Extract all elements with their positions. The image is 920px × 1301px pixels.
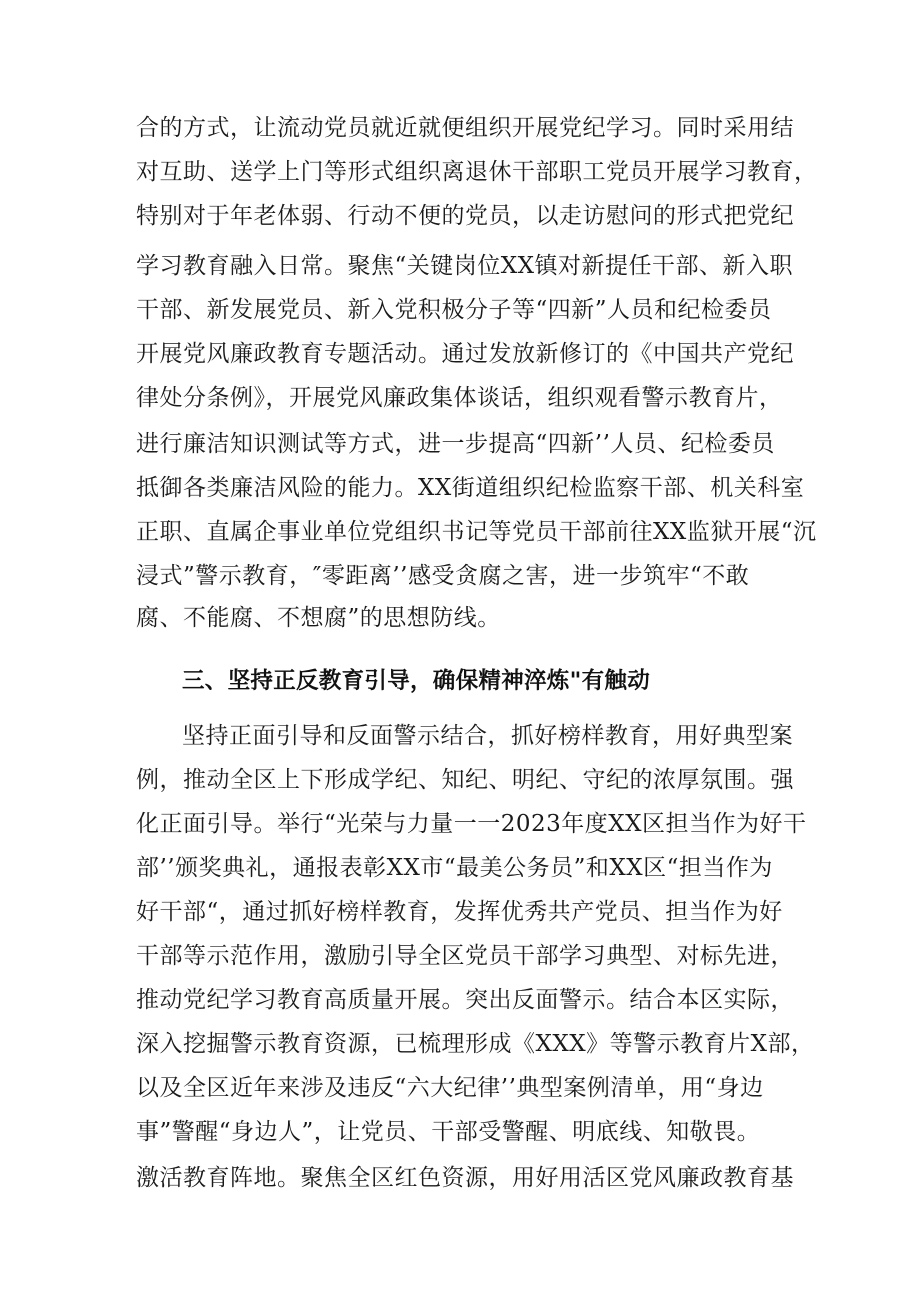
body-text-line: 深入挖掘警示教育资源，已梳理形成《XXX》等警示教育片X部， bbox=[136, 1031, 815, 1057]
body-text-line: 抵御各类廉洁风险的能力。XX街道组织纪检监察干部、机关科室 bbox=[136, 475, 805, 501]
body-text-line: 激活教育阵地。聚焦全区红色资源，用好用活区党风廉政教育基 bbox=[136, 1165, 794, 1191]
body-text-line: 部’’颁奖典礼，通报表彰XX市“最美公务员”和XX区“担当作为 bbox=[136, 855, 773, 881]
body-text-line: 浸式”警示教育，″零距离’’感受贪腐之害，进一步筑牢“不敢 bbox=[136, 563, 750, 589]
body-text-line: 好干部“，通过抓好榜样教育，发挥优秀共产党员、担当作为好 bbox=[136, 899, 783, 925]
body-text-line: 开展党风廉政教育专题活动。通过发放新修订的《中国共产党纪 bbox=[136, 341, 794, 367]
body-text-line: 以及全区近年来涉及违反“六大纪律’’典型案例清单，用“身边 bbox=[136, 1075, 764, 1101]
body-text-line: 合的方式，让流动党员就近就便组织开展党纪学习。同时采用结 bbox=[136, 115, 794, 141]
body-text-line: 特别对于年老体弱、行动不便的党员，以走访慰问的形式把党纪 bbox=[136, 203, 794, 229]
body-text-line: 干部、新发展党员、新入党积极分子等“四新”人员和纪检委员 bbox=[136, 297, 772, 323]
body-text-line: 对互助、送学上门等形式组织离退休干部职工党员开展学习教育， bbox=[136, 159, 818, 185]
section-heading: 三、坚持正反教育引导，确保精神淬炼"有触动 bbox=[182, 668, 651, 694]
body-text-line: 律处分条例》，开展党风廉政集体谈话，组织观看警示教育片， bbox=[136, 385, 783, 411]
body-text-line: 推动党纪学习教育高质量开展。突出反面警示。结合本区实际， bbox=[136, 987, 794, 1013]
body-text-line: 干部等示范作用，激励引导全区党员干部学习典型、对标先进， bbox=[136, 943, 794, 969]
body-text-line: 例，推动全区上下形成学纪、知纪、明纪、守纪的浓厚氛围。强 bbox=[136, 767, 794, 793]
body-text-line: 进行廉洁知识测试等方式，进一步提高“四新’’人员、纪检委员 bbox=[136, 431, 775, 457]
body-text-line: 事”警醒“身边人”，让党员、干部受警醒、明底线、知敬畏。 bbox=[136, 1119, 761, 1145]
body-text-line: 腐、不能腐、不想腐”的思想防线。 bbox=[136, 605, 501, 631]
body-text-line: 化正面引导。举行“光荣与力量一一2023年度XX区担当作为好干 bbox=[136, 811, 807, 837]
body-text-line: 坚持正面引导和反面警示结合，抓好榜样教育，用好典型案 bbox=[182, 723, 793, 749]
body-text-line: 正职、直属企事业单位党组织书记等党员干部前往XX监狱开展“沉 bbox=[136, 519, 817, 545]
body-text-line: 学习教育融入日常。聚焦“关键岗位XX镇对新提任干部、新入职 bbox=[136, 253, 794, 279]
